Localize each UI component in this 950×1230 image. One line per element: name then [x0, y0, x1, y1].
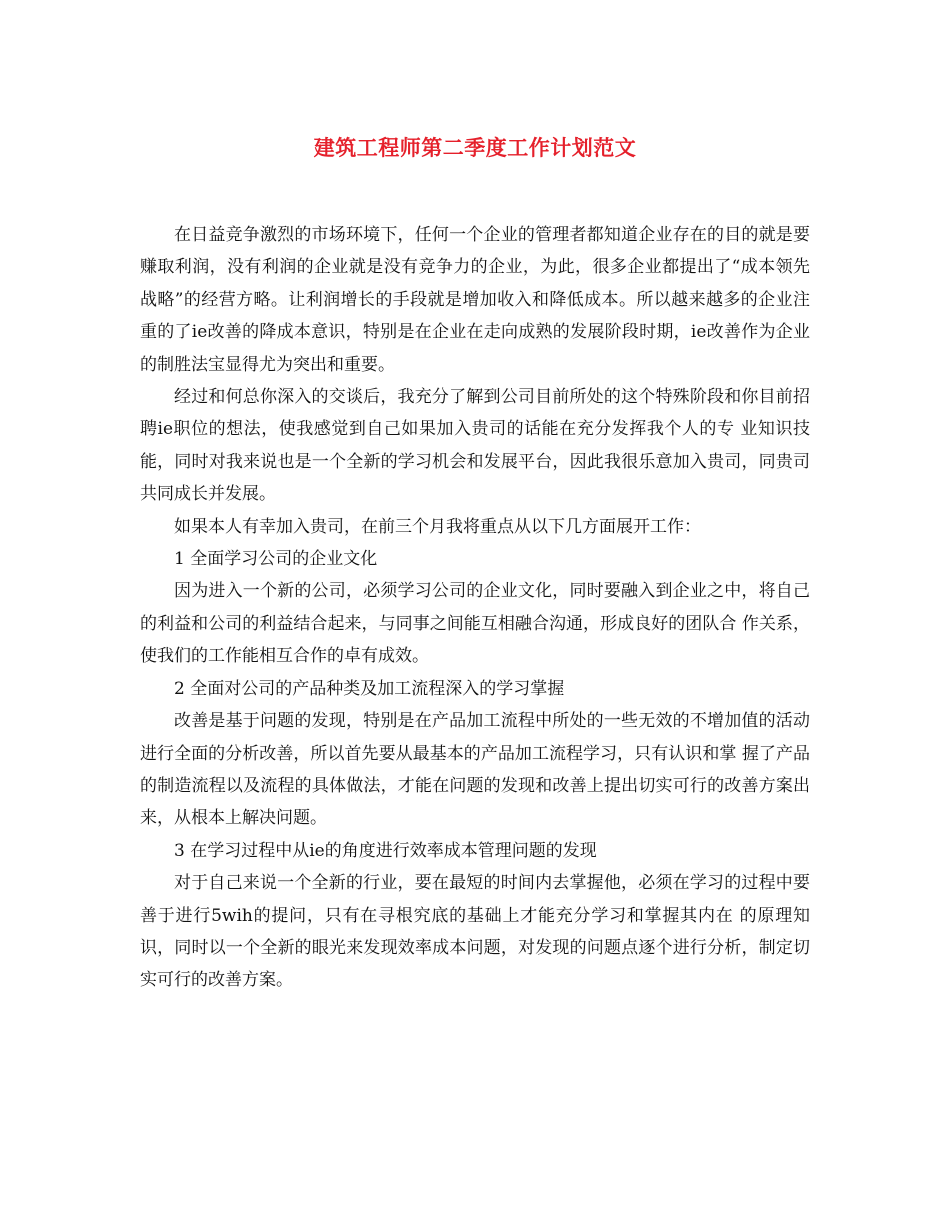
- document-body: [140, 219, 810, 997]
- document-title: 建筑工程师第二季度工作计划范文: [313, 135, 637, 160]
- paragraph-background: 经过和何总你深入的交谈后，我充分了解到公司目前所处的这个特殊阶段和你目前招聘ie职位的想法，使我感觉到自己如果加入贵司的话能在充分发挥我个人的专 业知识技能，同时对我来说也是一个全新的学习机会和发展平台，因此我很乐意加入贵司，同贵司共同成长并发展。: [140, 387, 810, 505]
- section-heading-2: 2 全面对公司的产品种类及加工流程深入的学习掌握: [174, 678, 565, 699]
- section-heading-3: 3 在学习过程中从ie的角度进行效率成本管理问题的发现: [174, 840, 597, 861]
- paragraph-section-3: 对于自己来说一个全新的行业，要在最短的时间内去掌握他，必须在学习的过程中要善于进行5wih的提问，只有在寻根究底的基础上才能充分学习和掌握其内在 的原理知识，同时以一个全新的眼光来发现效率成本问题，对发现的问题点逐个进行分析，制定切实可行的改善方案。: [140, 873, 810, 991]
- paragraph-plan-intro: 如果本人有幸加入贵司，在前三个月我将重点从以下几方面展开工作：: [174, 516, 701, 537]
- paragraph-intro: 在日益竞争激烈的市场环境下，任何一个企业的管理者都知道企业存在的目的就是要赚取利润，没有利润的企业就是没有竞争力的企业，为此，很多企业都提出了“成本领先战略”的经营方略。让利润增长的手段就是增加收入和降低成本。所以越来越多的企业注重的了ie改善的降成本意识，特别是在企业在走向成熟的发展阶段时期，ie改善作为企业的制胜法宝显得尤为突出和重要。: [140, 225, 810, 375]
- paragraph-section-1: 因为进入一个新的公司，必须学习公司的企业文化，同时要融入到企业之中，将自己的利益和公司的利益结合起来，与同事之间能互相融合沟通，形成良好的团队合 作关系，使我们的工作能相互合作的卓有成效。: [140, 581, 810, 667]
- paragraph-section-2: 改善是基于问题的发现，特别是在产品加工流程中所处的一些无效的不增加值的活动进行全面的分析改善，所以首先要从最基本的产品加工流程学习，只有认识和掌 握了产品的制造流程以及流程的具体做法，才能在问题的发现和改善上提出切实可行的改善方案出来，从根本上解决问题。: [140, 711, 810, 829]
- section-heading-1: 1 全面学习公司的企业文化: [174, 549, 378, 570]
